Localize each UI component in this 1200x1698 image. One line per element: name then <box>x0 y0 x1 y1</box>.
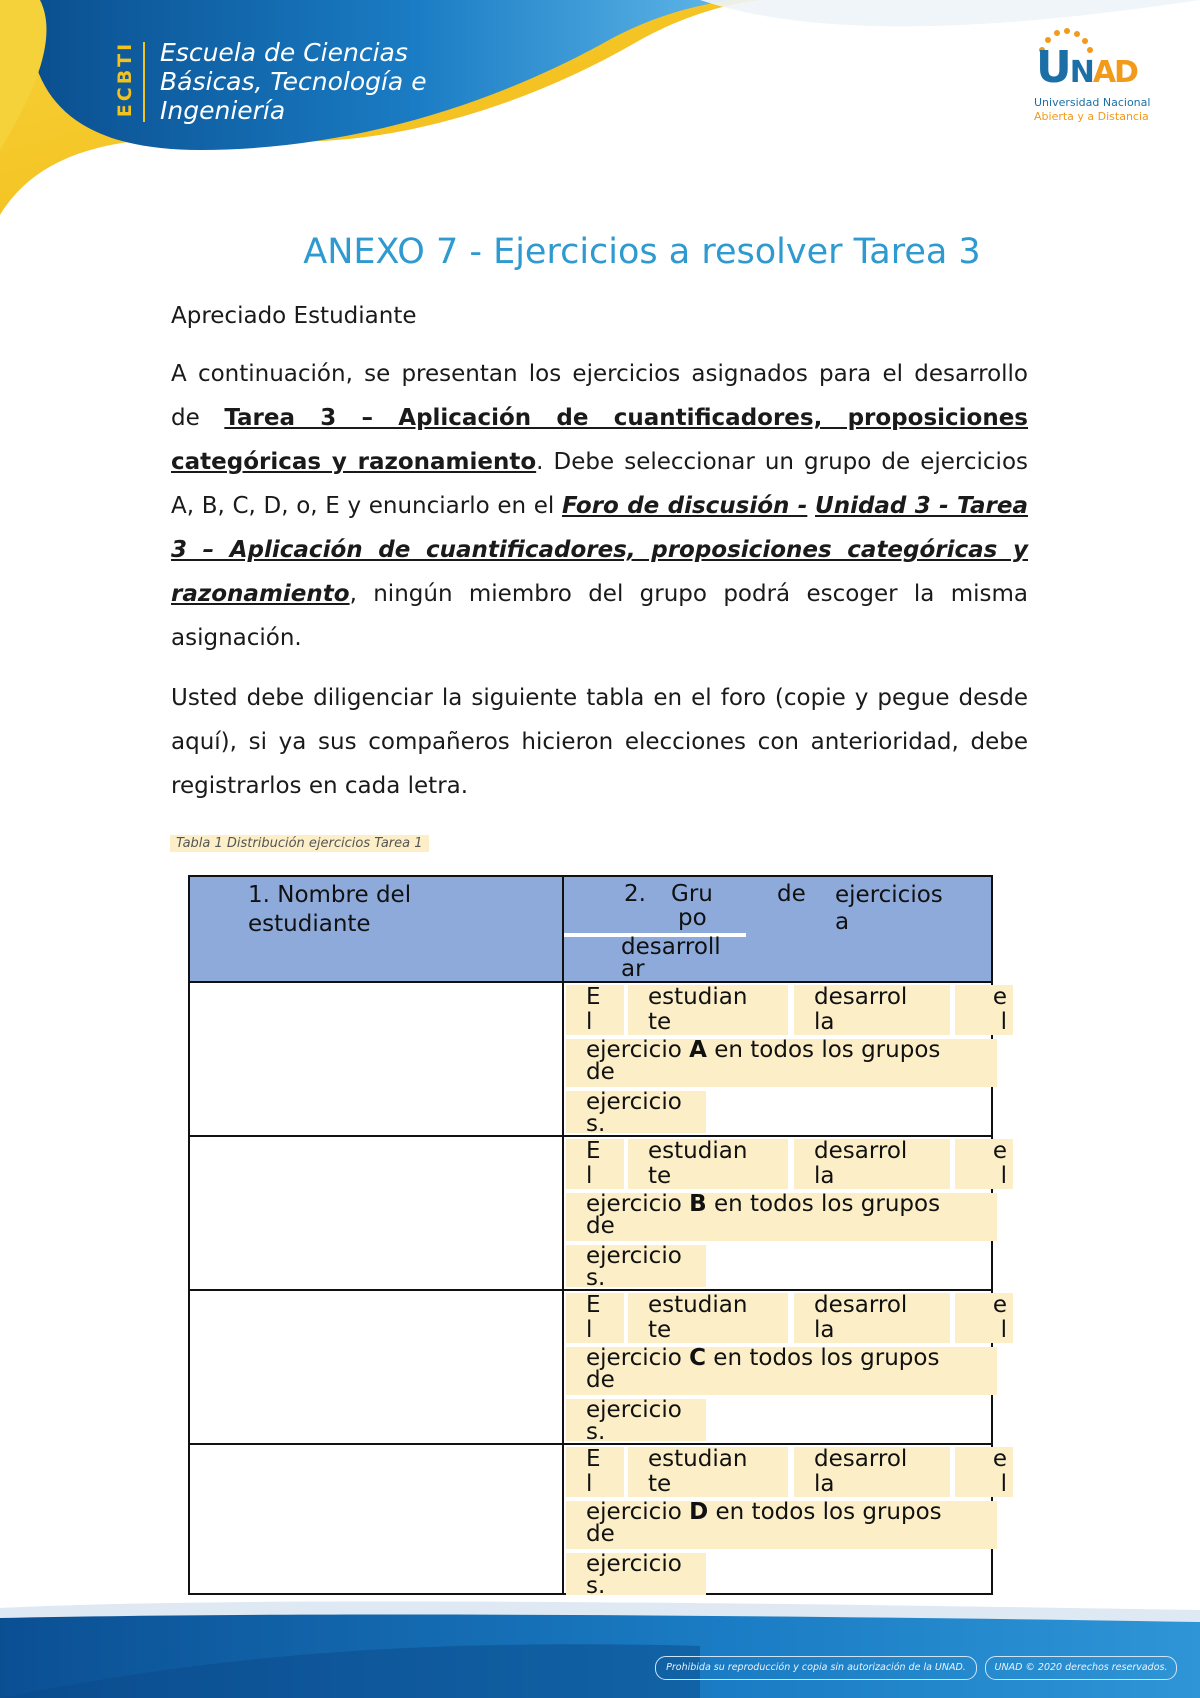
task-link[interactable]: Tarea 3 – Aplicación de cuantificadores, proposiciones <box>224 405 1029 431</box>
greeting: Apreciado Estudiante <box>171 303 417 329</box>
student-name-cell[interactable] <box>190 1291 564 1443</box>
task-link-cont[interactable]: categóricas y razonamiento <box>171 449 537 475</box>
table-instructions-paragraph: Usted debe diligenciar la siguiente tabla en el foro (copie y pegue desde aquí), si ya sus compañeros hicieron elecciones con anterioridad, debe registrarlos en cada letra. <box>171 685 1028 799</box>
instructions-paragraph: A continuación, se presentan los ejercicios asignados para el desarrollo de Tarea 3 – Aplicación de cuantificadores, proposiciones categóricas y razonamiento. Debe seleccionar un grupo de ejercicios A, B, C, D, o, E y enunciarlo en el Foro de discusión - Unidad 3 - Tarea 3 – Aplicación de cuantificadores, proposiciones categóricas y razonamiento, ningún miembro del grupo podrá escoger la misma asignación. <box>171 361 1029 651</box>
exercise-letter: D <box>689 1499 709 1525</box>
ecbti-vertical-label: ECBTI <box>114 40 136 118</box>
student-name-cell[interactable] <box>190 1137 564 1289</box>
table-row <box>190 1289 1007 1445</box>
exercise-letter: A <box>689 1037 707 1063</box>
table-header-row <box>190 877 991 981</box>
document-body <box>171 296 1028 808</box>
footer-copyright: UNAD © 2020 derechos reservados. <box>985 1656 1177 1680</box>
exercise-group-cell: E l estudian te desarrol la e l ejercicio C en todos los grupos de ejercicio s. <box>564 1291 991 1443</box>
exercise-group-cell: E l estudian te desarrol la e l ejercicio D en todos los grupos de ejercicio s. <box>564 1445 991 1593</box>
logo-subtitle-1: Universidad Nacional <box>1034 96 1151 109</box>
header-student-name: 1. Nombre del estudiante <box>190 877 564 981</box>
page-footer <box>0 1598 1200 1698</box>
unit-link[interactable]: Unidad 3 - Tarea 3 – Aplicación de cuantificadores, proposiciones categóricas y razonamiento <box>171 493 1028 607</box>
footer-notice: Prohibida su reproducción y copia sin autorización de la UNAD. <box>655 1656 977 1680</box>
exercise-group-cell: E l estudian te desarrol la e l ejercicio B en todos los grupos de ejercicio s. <box>564 1137 991 1289</box>
distribution-table <box>188 875 1007 1599</box>
exercise-letter: C <box>689 1345 706 1371</box>
school-name: Escuela de Ciencias Básicas, Tecnología e Ingeniería <box>160 38 427 125</box>
document-title: ANEXO 7 - Ejercicios a resolver Tarea 3 <box>303 232 981 272</box>
logo-subtitle-2: Abierta y a Distancia <box>1034 110 1149 123</box>
table-caption: Tabla 1 Distribución ejercicios Tarea 1 <box>170 835 429 852</box>
page-header <box>0 0 1200 215</box>
table-row <box>190 981 1007 1137</box>
student-name-cell[interactable] <box>190 1445 564 1593</box>
student-name-cell[interactable] <box>190 983 564 1135</box>
header-divider <box>143 42 145 122</box>
table-row <box>190 1135 1007 1291</box>
forum-link[interactable]: Foro de discusión - <box>561 493 808 519</box>
footer-wave-graphic <box>0 1598 1200 1698</box>
exercise-group-cell: E l estudian te desarrol la e l ejercicio A en todos los grupos de ejercicio s. <box>564 983 991 1135</box>
table-row <box>190 1443 1007 1599</box>
exercise-letter: B <box>689 1191 707 1217</box>
unad-logo <box>1030 28 1170 128</box>
header-exercise-group: 2. Gru po de ejercicios a desarroll ar <box>564 877 991 981</box>
logo-wordmark: UNAD <box>1036 42 1137 93</box>
